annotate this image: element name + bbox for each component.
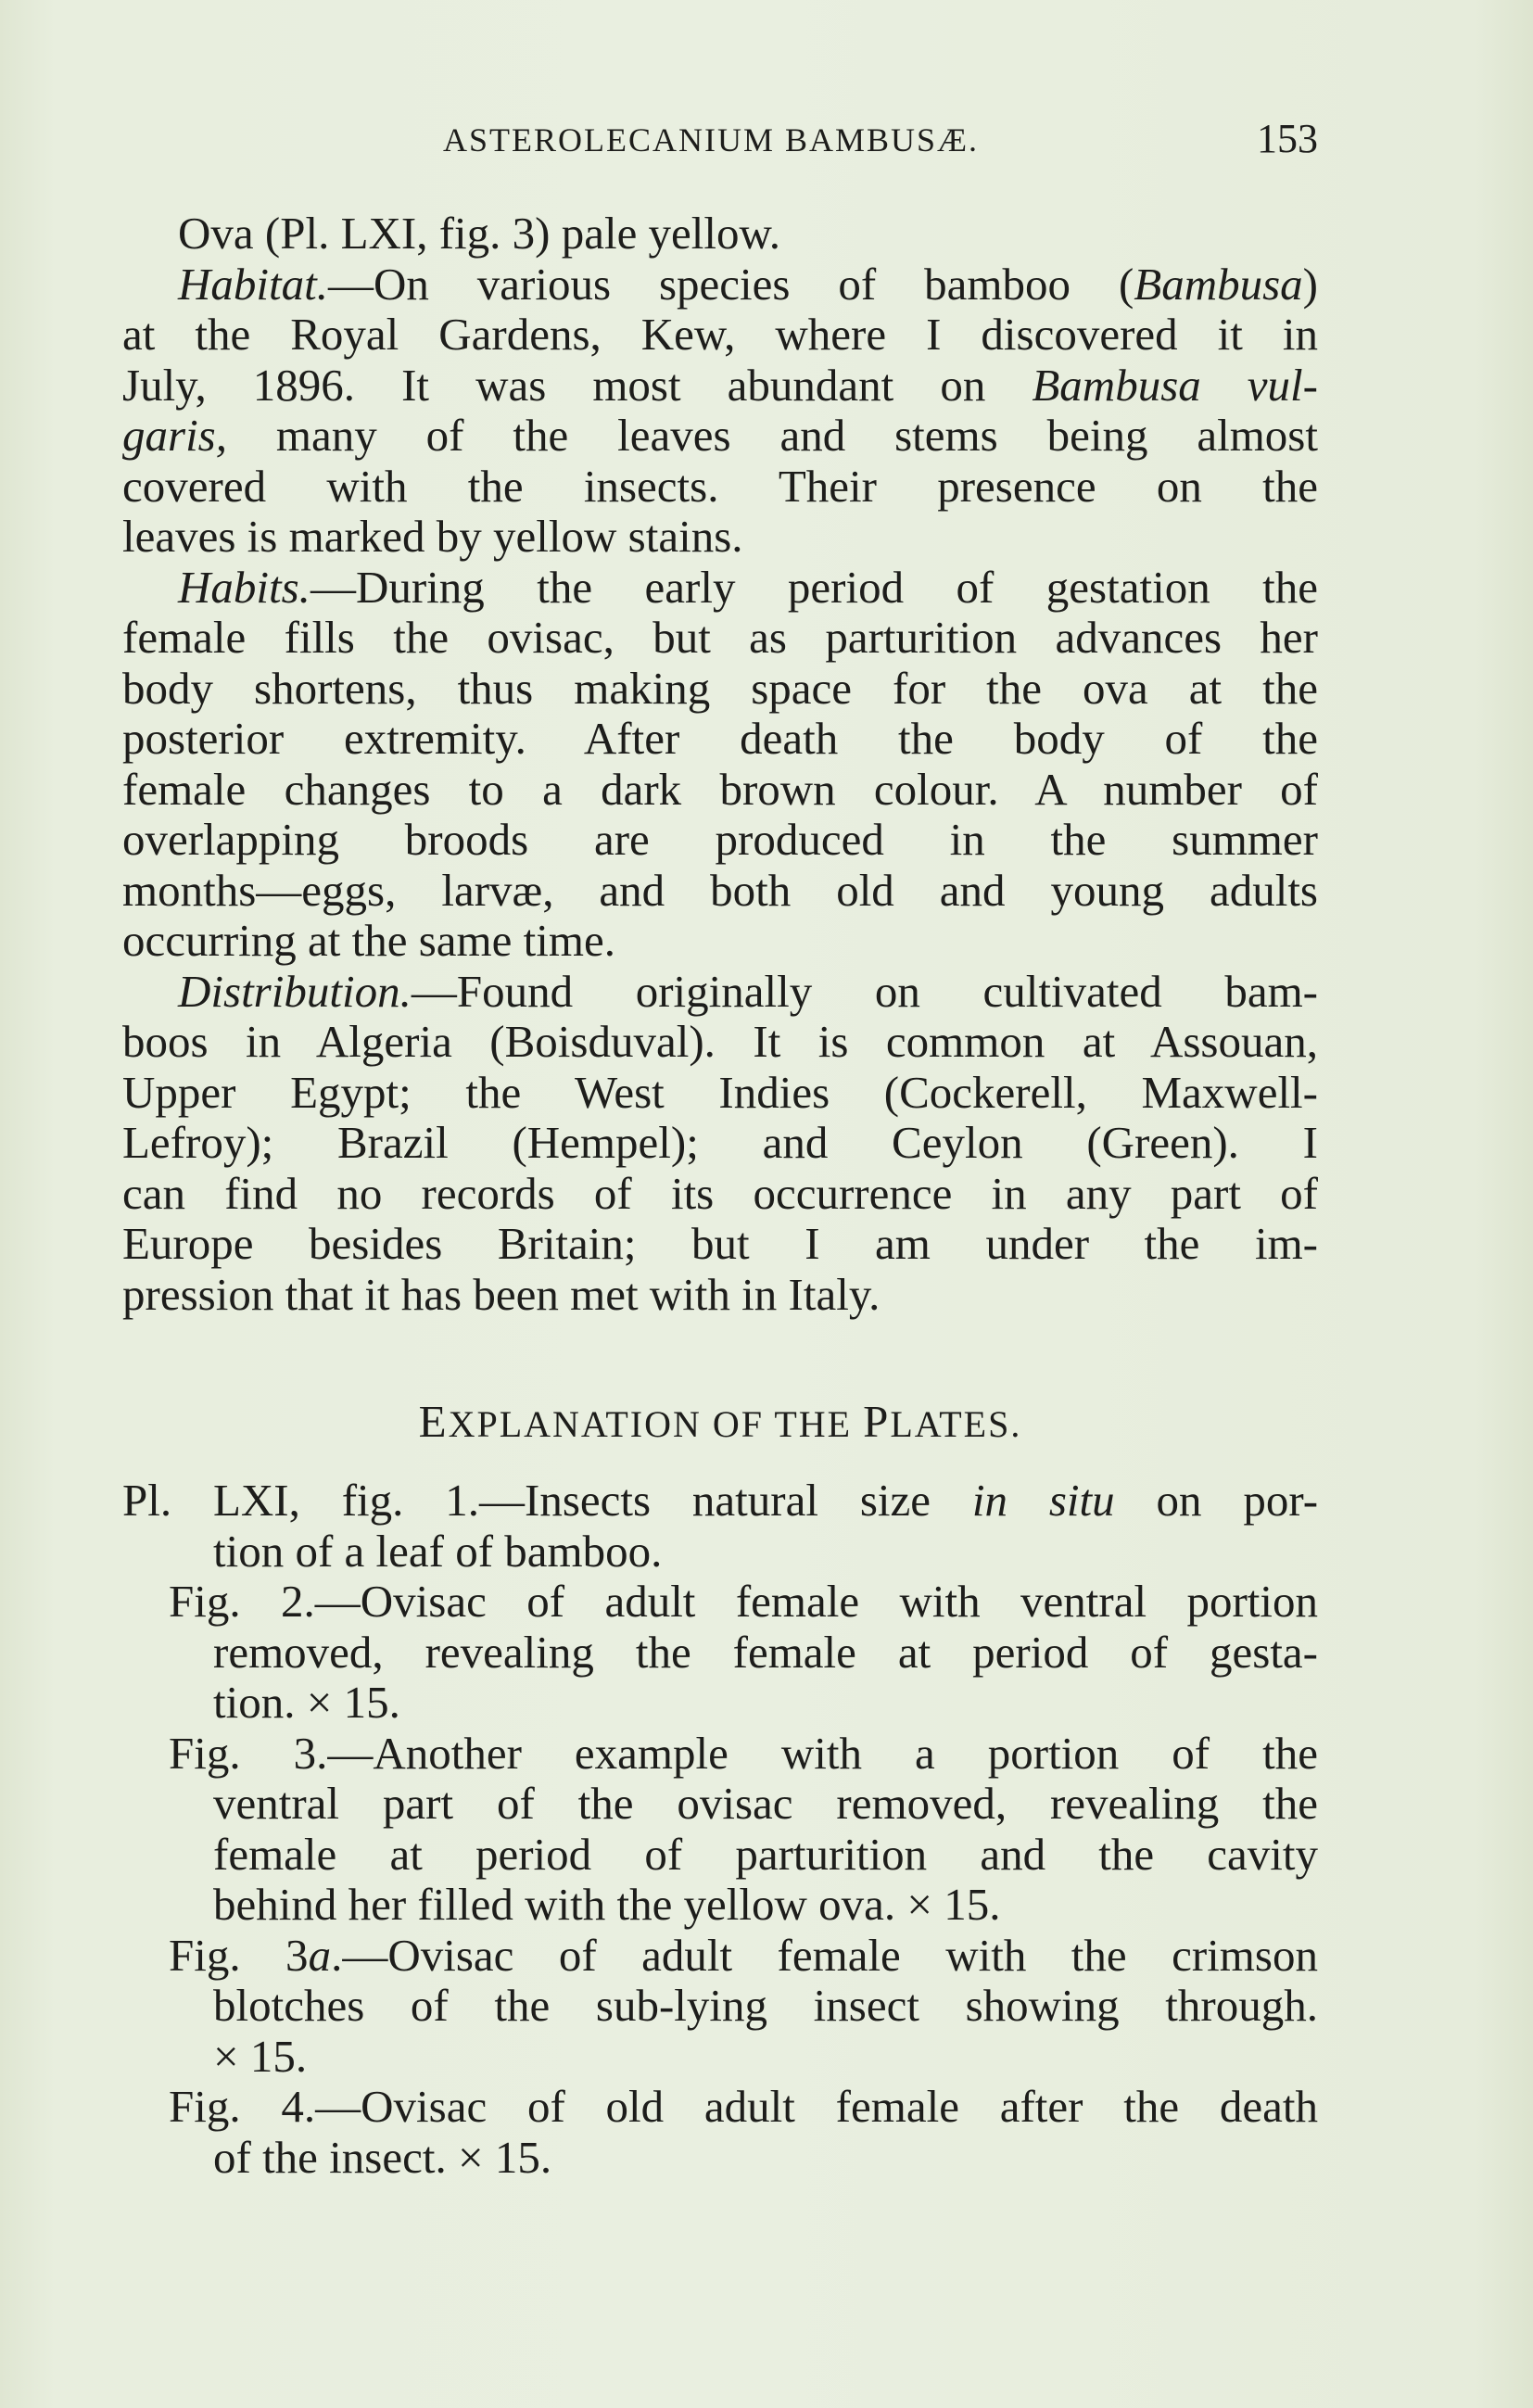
text-line <box>122 361 1318 412</box>
text-line: Fig. 2.—Ovisac of adult female with ventral portion <box>169 1577 1318 1627</box>
text-line: of the insect. × 15. <box>213 2132 552 2183</box>
text-line: at the Royal Gardens, Kew, where I discovered it in <box>122 310 1318 360</box>
plate-entry-fig-2 <box>122 1577 1318 1729</box>
habits-label: Habits. <box>178 562 310 613</box>
habitat-paragraph <box>122 260 1318 563</box>
section-gap <box>122 1320 1318 1394</box>
section-heading <box>122 1394 1318 1450</box>
habits-paragraph <box>122 563 1318 967</box>
text-line: covered with the insects. Their presence on the <box>122 461 1318 512</box>
text-line: overlapping broods are produced in the summer <box>122 815 1318 865</box>
text-line: Fig. 3.—Another example with a portion of the <box>169 1728 1318 1779</box>
ova-paragraph <box>122 209 1318 260</box>
heading-run: XPLANATION <box>448 1403 702 1445</box>
heading-run: LATES. <box>890 1403 1022 1445</box>
species-name: Bambusa vul- <box>1032 360 1318 411</box>
text-line: Fig. 4.—Ovisac of old adult female after the death <box>169 2082 1318 2132</box>
text-line: × 15. <box>213 2031 308 2082</box>
running-title: ASTEROLECANIUM BAMBUSÆ. <box>443 121 980 158</box>
text-line <box>122 1476 1318 1527</box>
text-line: can find no records of its occurrence in any part of <box>122 1168 1318 1219</box>
text-line: boos in Algeria (Boisduval). It is common at Assouan, <box>122 1017 1318 1067</box>
text-run: —Found originally on cultivated bam- <box>411 966 1318 1017</box>
text-line: pression that it has been met with in Italy. <box>122 1269 881 1320</box>
habitat-label: Habitat. <box>178 259 328 310</box>
text-line: posterior extremity. After death the body of the <box>122 714 1318 764</box>
text-run: ) <box>1302 259 1318 310</box>
text-run: July, 1896. It was most abundant on <box>122 360 1033 411</box>
text-line: leaves is marked by yellow stains. <box>122 512 743 562</box>
text-line: female changes to a dark brown colour. A number of <box>122 764 1318 815</box>
text-line: Europe besides Britain; but I am under the im- <box>122 1219 1318 1269</box>
text-run: many of the leaves and stems being almost <box>227 411 1318 461</box>
page-header <box>122 115 1318 171</box>
plate-entry-fig-1 <box>122 1476 1318 1577</box>
text-line: tion of a leaf of bamboo. <box>213 1526 663 1577</box>
text-line: removed, revealing the female at period of gesta- <box>213 1627 1318 1678</box>
text-line: female fills the ovisac, but as parturition advances her <box>122 613 1318 663</box>
text-line: occurring at the same time. <box>122 916 615 966</box>
text-line: tion. × 15. <box>213 1678 400 1728</box>
text-run: on por- <box>1114 1476 1318 1526</box>
heading-run: P <box>863 1396 891 1447</box>
text-line: body shortens, thus making space for the ova at the <box>122 663 1318 714</box>
text-run: .—Ovisac of adult female with the crimson <box>331 1930 1318 1981</box>
text-line: blotches of the sub-lying insect showing through. <box>213 1981 1318 2031</box>
text-line: ventral part of the ovisac removed, revealing the <box>213 1779 1318 1829</box>
text-line <box>122 411 1318 462</box>
text-line <box>122 260 1318 311</box>
genus-name: Bambusa <box>1134 259 1303 310</box>
text-run: Pl. LXI, fig. 1.—Insects natural size <box>122 1476 972 1526</box>
figure-letter: a <box>308 1930 332 1981</box>
heading-run: E <box>418 1396 449 1447</box>
text-line: Lefroy); Brazil (Hempel); and Ceylon (Green). I <box>122 1118 1318 1168</box>
in-situ: in situ <box>971 1476 1115 1526</box>
text-line: months—eggs, larvæ, and both old and young adults <box>122 865 1318 916</box>
distribution-paragraph <box>122 967 1318 1321</box>
plate-entry-fig-4 <box>122 2082 1318 2183</box>
heading-run: OF THE <box>712 1403 853 1445</box>
ova-text: Ova (Pl. LXI, fig. 3) pale yellow. <box>178 209 780 259</box>
text-line: Upper Egypt; the West Indies (Cockerell, Maxwell- <box>122 1067 1318 1118</box>
plate-entry-fig-3 <box>122 1729 1318 1931</box>
page-body <box>122 209 1318 2183</box>
species-name: garis, <box>122 411 228 461</box>
text-run: Fig. 3 <box>169 1930 309 1981</box>
distribution-label: Distribution. <box>178 966 412 1017</box>
text-line <box>122 563 1318 614</box>
text-run: —During the early period of gestation the <box>310 562 1318 613</box>
text-line: behind her filled with the yellow ova. × 15. <box>213 1880 1001 1930</box>
page-number: 153 <box>1257 116 1318 161</box>
text-line <box>122 1931 1318 1982</box>
text-line <box>122 967 1318 1018</box>
plate-entry-fig-3a <box>122 1931 1318 2083</box>
text-line: female at period of parturition and the cavity <box>213 1829 1318 1880</box>
text-run: —On various species of bamboo ( <box>327 259 1134 310</box>
